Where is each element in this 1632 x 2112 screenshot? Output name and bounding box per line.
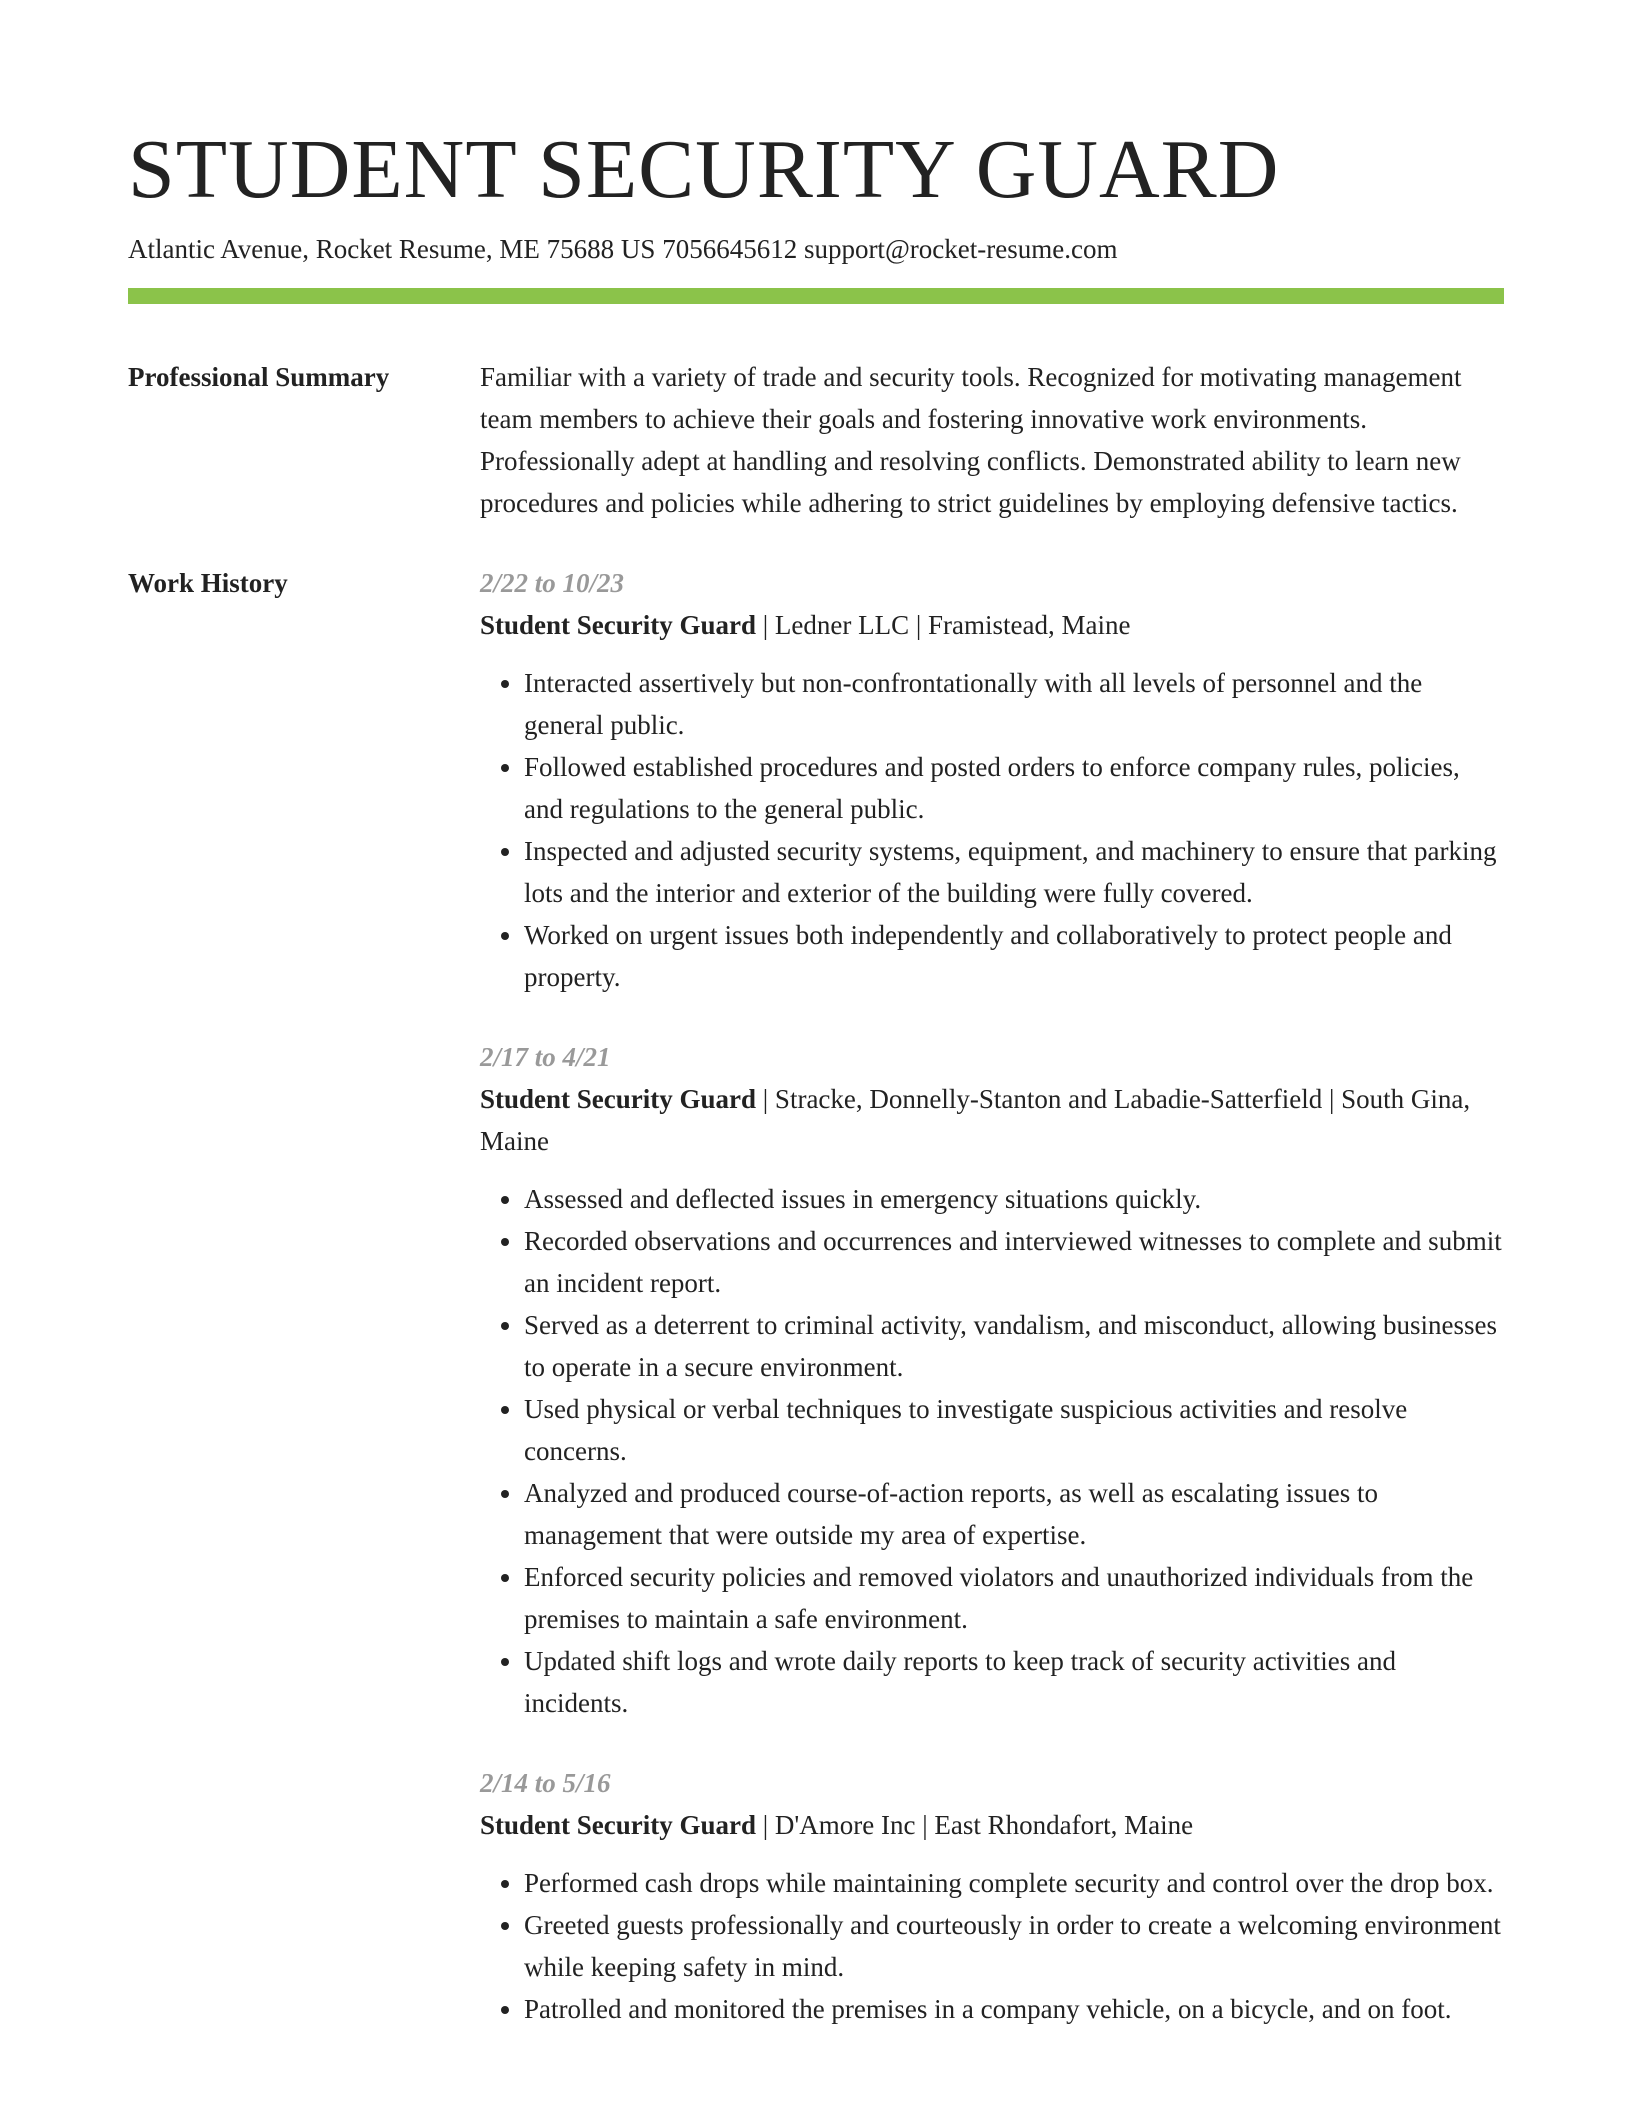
job-title: Student Security Guard — [480, 1084, 757, 1114]
job-employer-location: | Stracke, Donnelly-Stanton and Labadie-Satterfield | South Gina, Maine — [480, 1084, 1471, 1156]
job-bullet-list — [480, 1862, 1504, 2030]
job-bullet: • Used physical or verbal techniques to investigate suspicious activities and resolve concerns. — [524, 1388, 1504, 1472]
resume-name: STUDENT SECURITY GUARD — [128, 123, 1280, 216]
job-bullet: • Enforced security policies and removed violators and unauthorized individuals from the premises to maintain a safe environment. — [524, 1556, 1504, 1640]
job-dates: 2/17 to 4/21 — [480, 1042, 611, 1072]
accent-divider — [128, 288, 1504, 304]
job-bullet: • Assessed and deflected issues in emergency situations quickly. — [524, 1178, 1504, 1220]
work-history-heading: Work History — [128, 568, 288, 598]
job-heading — [480, 1078, 1504, 1162]
job-bullet-list — [480, 1178, 1504, 1724]
job-employer-location: | D'Amore Inc | East Rhondafort, Maine — [756, 1810, 1194, 1840]
job-title: Student Security Guard — [480, 610, 757, 640]
work-history-section — [128, 562, 1504, 2068]
summary-body — [480, 356, 1504, 562]
job-dates: 2/22 to 10/23 — [480, 568, 625, 598]
job-bullet: • Recorded observations and occurrences and interviewed witnesses to complete and submit an incident report. — [524, 1220, 1504, 1304]
job-employer-location: | Ledner LLC | Framistead, Maine — [756, 610, 1131, 640]
job-entry — [480, 1036, 1504, 1724]
contact-email[interactable]: support@rocket-resume.com — [803, 234, 1118, 264]
summary-text: Familiar with a variety of trade and security tools. Recognized for motivating management team members to achieve their goals and fostering innovative work environments. Professionally adept at handling and resolving conflicts. Demonstrated ability to learn new procedures and policies while adhering to strict guidelines by employing defensive tactics. — [480, 362, 1462, 518]
contact-address: Atlantic Avenue, Rocket Resume, ME 75688 US — [128, 234, 656, 264]
job-heading — [480, 604, 1504, 646]
resume-page — [128, 120, 1504, 2068]
summary-section — [128, 356, 1504, 562]
contact-phone: 7056645612 — [662, 234, 798, 264]
contact-line — [128, 230, 1504, 268]
job-bullet: • Patrolled and monitored the premises in a company vehicle, on a bicycle, and on foot. — [524, 1988, 1504, 2030]
job-bullet: • Interacted assertively but non-confrontationally with all levels of personnel and the general public. — [524, 662, 1504, 746]
job-bullet: • Worked on urgent issues both independently and collaboratively to protect people and property. — [524, 914, 1504, 998]
job-heading — [480, 1804, 1504, 1846]
job-dates: 2/14 to 5/16 — [480, 1768, 611, 1798]
job-bullet: • Followed established procedures and posted orders to enforce company rules, policies, and regulations to the general public. — [524, 746, 1504, 830]
job-bullet: • Greeted guests professionally and courteously in order to create a welcoming environment while keeping safety in mind. — [524, 1904, 1504, 1988]
job-bullet: • Served as a deterrent to criminal activity, vandalism, and misconduct, allowing businesses to operate in a secure environment. — [524, 1304, 1504, 1388]
work-history-list — [480, 562, 1504, 2068]
job-bullet-list — [480, 662, 1504, 998]
job-entry — [480, 1762, 1504, 2030]
job-title: Student Security Guard — [480, 1810, 757, 1840]
job-entry — [480, 562, 1504, 998]
summary-heading: Professional Summary — [128, 362, 390, 392]
job-bullet: • Updated shift logs and wrote daily reports to keep track of security activities and incidents. — [524, 1640, 1504, 1724]
job-bullet: • Inspected and adjusted security systems, equipment, and machinery to ensure that parking lots and the interior and exterior of the building were fully covered. — [524, 830, 1504, 914]
job-bullet: • Performed cash drops while maintaining complete security and control over the drop box. — [524, 1862, 1504, 1904]
job-bullet: • Analyzed and produced course-of-action reports, as well as escalating issues to management that were outside my area of expertise. — [524, 1472, 1504, 1556]
